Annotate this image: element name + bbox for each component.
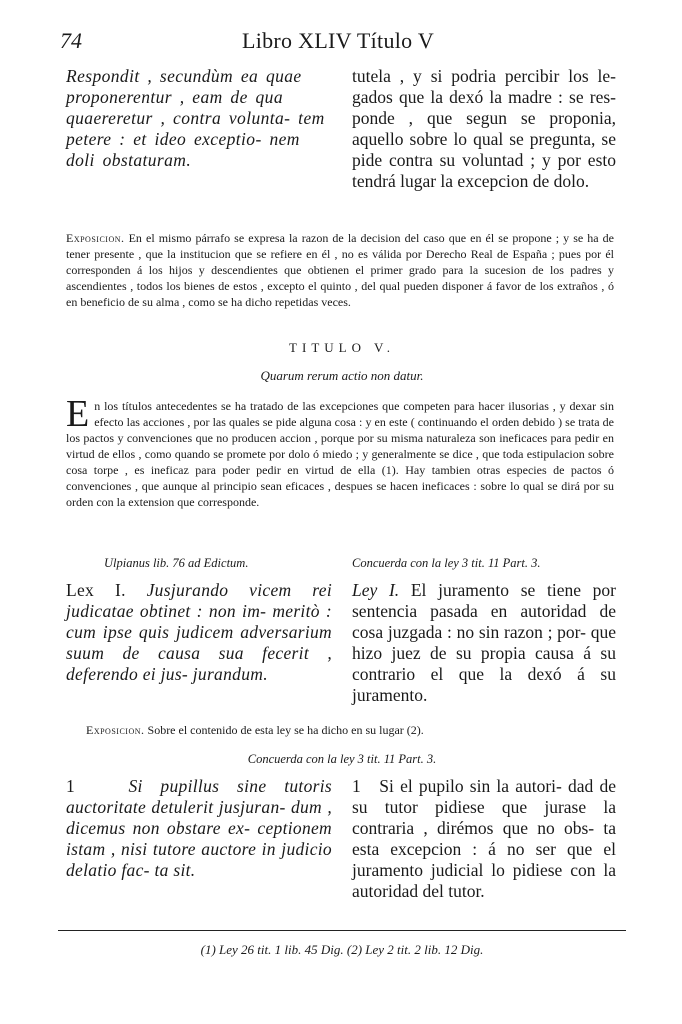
exposition-1 <box>66 230 614 310</box>
footnote-rule <box>58 930 626 931</box>
exposition-label: Exposicion. <box>66 231 125 245</box>
par-1-latin <box>66 776 332 881</box>
par-number: 1 <box>66 776 76 796</box>
lex-1-spanish <box>352 580 616 706</box>
titulo-heading: TITULO V. <box>289 340 395 355</box>
exposition-text: Sobre el contenido de esta ley se ha dicho en su lugar (2). <box>147 723 424 737</box>
latin-column-top: Respondit , secundùm ea quae proponerentur , eam de qua quaereretur , contra volunta- tem petere : et ideo exceptio- nem doli obstaturam. <box>66 66 325 170</box>
drop-cap: E <box>66 393 90 435</box>
footnotes: (1) Ley 26 tit. 1 lib. 45 Dig. (2) Ley 2 tit. 2 lib. 12 Dig. <box>200 942 484 957</box>
running-title: Libro XLIV Título V <box>241 28 435 53</box>
ley-label: Ley I. <box>352 580 400 600</box>
lex-label: Lex I. <box>66 580 126 600</box>
concordance-line-2: Concuerda con la ley 3 tit. 11 Part. 3. <box>247 752 437 766</box>
exposition-2 <box>86 722 626 738</box>
par-latin-text: Si pupillus sine tutoris auctoritate detulerit jusjuran- dum , dicemus non obstare ex- ceptionem istam , nisi tutore auctore in judicio delatio fac- ta sit. <box>66 776 333 880</box>
source-ulpianus: Ulpianus lib. 76 ad Edictum. <box>104 556 249 570</box>
par-number: 1 <box>352 776 361 796</box>
concordance-line: Concuerda con la ley 3 tit. 11 Part. 3. <box>352 556 541 570</box>
intro-text: n los títulos antecedentes se ha tratado de las excepciones que competen para hacer ilusorias , y dexar sin efecto las acciones , por las quales se pide alguna cosa : y en este ( continuando el orden debido ) se trata de los pactos y convenciones que no producen accion , porque por su misma naturaleza son ineficaces para pedir en virtud de ellos , como quando se promete por dolo ó miedo ; y generalmente se dice , que toda estipulacion sobre cosa torpe , es ineficaz para poder pedir en virtud de ella (1). Hay tambien otras especies de pactos ó convenciones , que aunque al principio sean eficaces , despues se hacen ineficaces : sobre lo qual se dirá por su orden con la extension que corresponde. <box>66 399 614 509</box>
exposition-text: En el mismo párrafo se expresa la razon de la decision del caso que en él se propone ; y se ha de tener presente , que la institucion que se refiere en él , no es válida por Derecho Real de España ; pues por él corresponden á los hijos y descendientes que obtienen el primer grado para la sucesion de los padres y ascendientes , todos los bienes de estos , excepto el quinto , del qual pueden disponer á favor de los extraños , ó en beneficio de su alma , como se ha dicho repetidas veces. <box>66 231 615 309</box>
page-number: 74 <box>60 28 82 53</box>
titulo-subtitle: Quarum rerum actio non datur. <box>260 368 424 383</box>
lex-latin-text: Jusjurando vicem rei judicatae obtinet : non im- meritò : cum ipse quis judicem adversarium suum de causa sua fecerit , deferendo ei jus- jurandum. <box>66 580 332 684</box>
intro-paragraph <box>66 393 614 510</box>
exposition-label: Exposicion. <box>86 723 145 737</box>
par-spanish-text: Si el pupilo sin la autori- dad de su tutor pidiese que jurase la contraria , dirémos que no obs- ta esta excepcion : á no ser que el juramento judicial lo pidiese con la autoridad del tutor. <box>352 776 616 901</box>
par-1-spanish <box>352 776 616 902</box>
lex-1-latin <box>66 580 332 685</box>
spanish-column-top: tutela , y si podria percibir los le- gados que la dexó la madre : se res- ponde , que segun se proponia, aquello sobre lo qual se pregunta, se pide contra su voluntad ; y por esto tendrá lugar la excepcion de dolo. <box>352 66 616 191</box>
ley-spanish-text: El juramento se tiene por sentencia pasada en autoridad de cosa juzgada : no sin razon ; por- que hizo juez de su propia causa á su contrario el que la dexó á su juramento. <box>352 580 616 705</box>
page-header <box>58 28 618 58</box>
